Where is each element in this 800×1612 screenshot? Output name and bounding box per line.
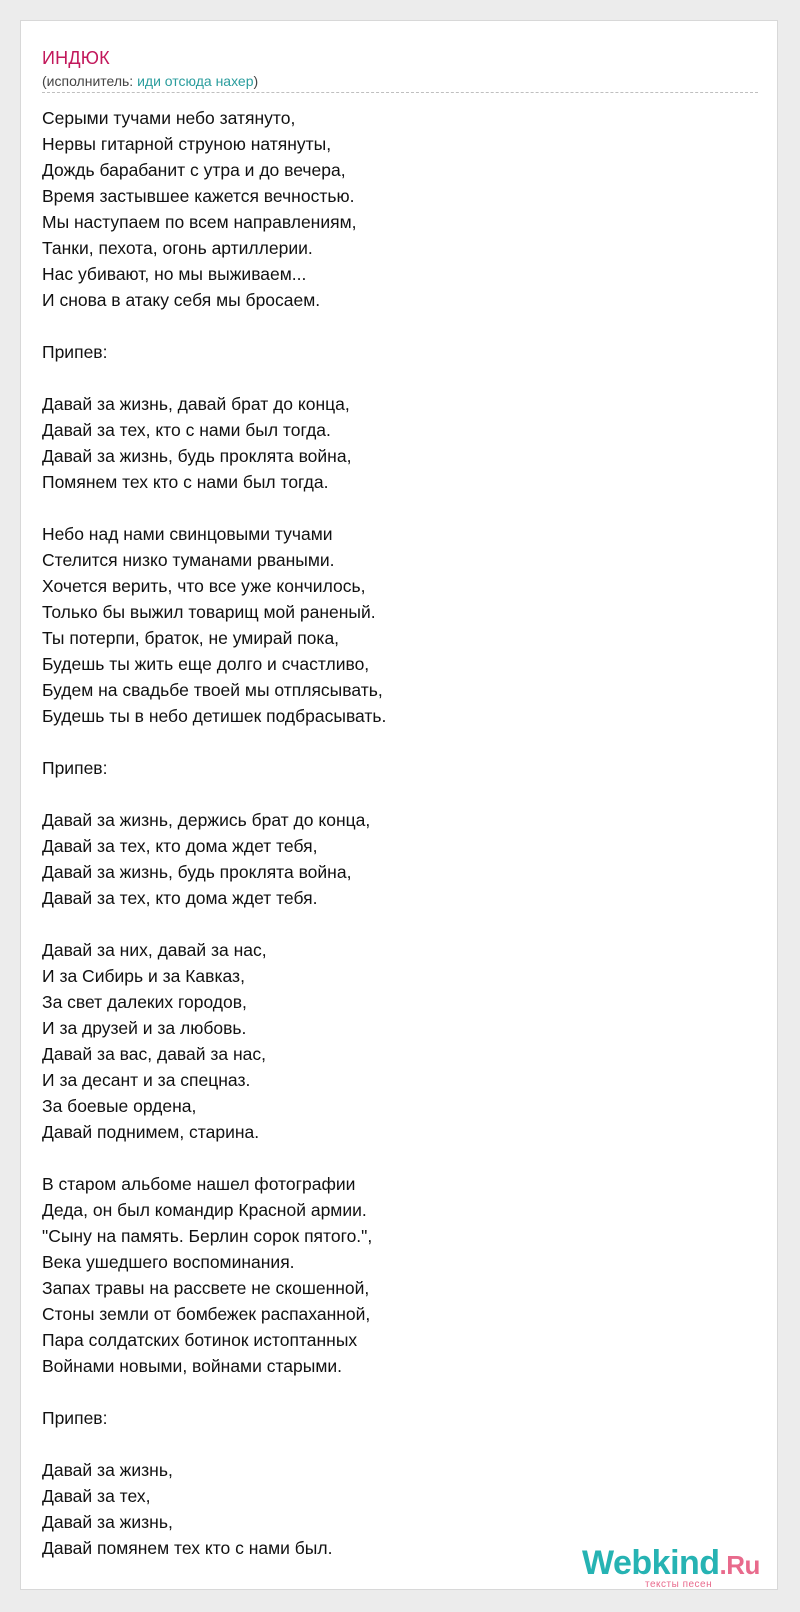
lyrics-blank-line [42, 729, 742, 755]
lyrics-line: И за десант и за спецназ. [42, 1070, 251, 1090]
logo-main: Webkind [582, 1544, 720, 1582]
lyrics-line: Давай за жизнь, [42, 1512, 173, 1532]
logo-tagline: тексты песен [645, 1579, 713, 1590]
title-divider [42, 92, 758, 93]
lyrics-line: Давай за тех, кто с нами был тогда. [42, 420, 331, 440]
lyrics-line: Только бы выжил товарищ мой раненый. [42, 602, 376, 622]
lyrics-line: Стелится низко туманами рваными. [42, 550, 335, 570]
song-title: ИНДЮК [42, 48, 110, 68]
lyrics-line: Помянем тех кто с нами был тогда. [42, 472, 329, 492]
lyrics-line: Давай за жизнь, будь проклята война, [42, 862, 352, 882]
lyrics-line: За свет далеких городов, [42, 992, 247, 1012]
lyrics-line: Давай за жизнь, держись брат до конца, [42, 810, 371, 830]
lyrics-line: Серыми тучами небо затянуто, [42, 108, 296, 128]
lyrics-blank-line [42, 313, 742, 339]
artist-line [42, 73, 258, 89]
lyrics-line: Припев: [42, 342, 108, 362]
lyrics-blank-line [42, 1379, 742, 1405]
lyrics-line: "Сыну на память. Берлин сорок пятого.", [42, 1226, 373, 1246]
lyrics-line: Мы наступаем по всем направлениям, [42, 212, 357, 232]
lyrics-line: Давай за них, давай за нас, [42, 940, 267, 960]
lyrics-blank-line [42, 911, 742, 937]
lyrics-line: И снова в атаку себя мы бросаем. [42, 290, 321, 310]
lyrics-line: Будем на свадьбе твоей мы отплясывать, [42, 680, 383, 700]
lyrics-line: В старом альбоме нашел фотографии [42, 1174, 356, 1194]
lyrics-line: Давай за жизнь, давай брат до конца, [42, 394, 350, 414]
lyrics-line: Ты потерпи, браток, не умирай пока, [42, 628, 340, 648]
lyrics-line: Будешь ты жить еще долго и счастливо, [42, 654, 370, 674]
lyrics-line: Припев: [42, 1408, 108, 1428]
lyrics-line: Стоны земли от бомбежек распаханной, [42, 1304, 371, 1324]
lyrics-line: Давай за тех, [42, 1486, 151, 1506]
lyrics-text [42, 105, 742, 1561]
lyrics-line: Давай помянем тех кто с нами был. [42, 1538, 333, 1558]
webkind-logo[interactable] [582, 1546, 760, 1582]
lyrics-blank-line [42, 1145, 742, 1171]
lyrics-line: Пара солдатских ботинок истоптанных [42, 1330, 358, 1350]
lyrics-blank-line [42, 365, 742, 391]
lyrics-line: Припев: [42, 758, 108, 778]
lyrics-blank-line [42, 1431, 742, 1457]
lyrics-line: Время застывшее кажется вечностью. [42, 186, 355, 206]
artist-link[interactable]: иди отсюда нахер [137, 73, 254, 89]
lyrics-blank-line [42, 495, 742, 521]
lyrics-line: Запах травы на рассвете не скошенной, [42, 1278, 370, 1298]
lyrics-line: Танки, пехота, огонь артиллерии. [42, 238, 313, 258]
lyrics-line: Небо над нами свинцовыми тучами [42, 524, 333, 544]
lyrics-line: Будешь ты в небо детишек подбрасывать. [42, 706, 387, 726]
lyrics-line: Давай за жизнь, [42, 1460, 173, 1480]
logo-tld: .Ru [719, 1550, 760, 1580]
artist-suffix: ) [253, 73, 259, 89]
lyrics-line: Века ушедшего воспоминания. [42, 1252, 295, 1272]
lyrics-line: Давай за тех, кто дома ждет тебя, [42, 836, 318, 856]
lyrics-line: Войнами новыми, войнами старыми. [42, 1356, 343, 1376]
lyrics-line: Давай за вас, давай за нас, [42, 1044, 267, 1064]
lyrics-line: Нервы гитарной струною натянуты, [42, 134, 332, 154]
lyrics-line: И за друзей и за любовь. [42, 1018, 247, 1038]
lyrics-line: Деда, он был командир Красной армии. [42, 1200, 367, 1220]
lyrics-line: Хочется верить, что все уже кончилось, [42, 576, 366, 596]
lyrics-line: И за Сибирь и за Кавказ, [42, 966, 245, 986]
lyrics-line: Давай за жизнь, будь проклята война, [42, 446, 352, 466]
lyrics-line: За боевые ордена, [42, 1096, 197, 1116]
lyrics-line: Нас убивают, но мы выживаем... [42, 264, 307, 284]
lyrics-line: Давай поднимем, старина. [42, 1122, 260, 1142]
lyrics-line: Давай за тех, кто дома ждет тебя. [42, 888, 318, 908]
artist-prefix: (исполнитель: [42, 73, 138, 89]
lyrics-line: Дождь барабанит с утра и до вечера, [42, 160, 346, 180]
lyrics-blank-line [42, 781, 742, 807]
